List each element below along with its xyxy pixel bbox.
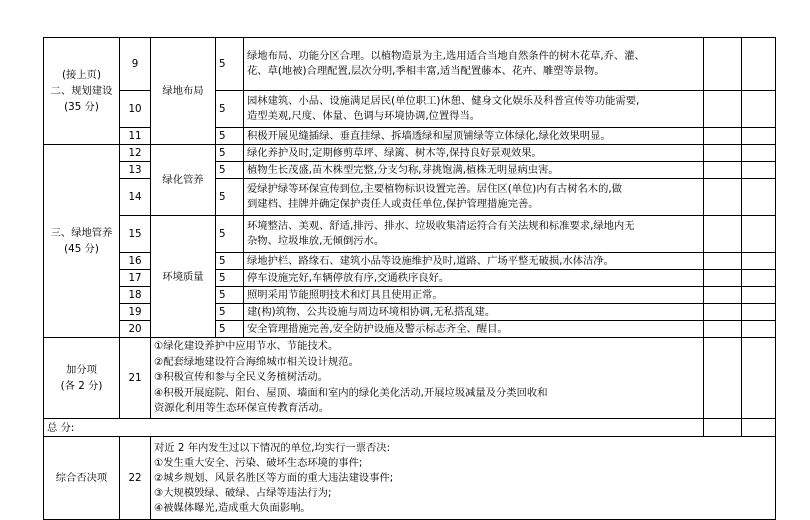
item-points: 5 — [216, 253, 244, 270]
item-description: 园林建筑、小品、设施满足居民(单位职工)休憩、健身文化娱乐及科普宣传等功能需要, 造型美观,尺度、体量、色调与环境协调,位置得当。 — [244, 91, 704, 128]
veto-label: 综合否决项 — [44, 437, 120, 520]
item-points: 5 — [216, 179, 244, 216]
bonus-description: ①绿化建设养护中应用节水、节能技术。 ②配套绿地建设符合海绵城市相关设计规范。 ③积极宣传和参与全民义务植树活动。 ④积极开展庭院、阳台、屋顶、墙面和室内的绿化美化活动,开展垃圾减量及分类回收和 资源化利用等生态环保宣传教育活动。 — [151, 338, 704, 419]
item-number: 13 — [120, 162, 151, 179]
category-label: 三、绿地管养 — [50, 227, 113, 239]
total-score-cell — [704, 419, 742, 437]
item-number: 15 — [120, 216, 151, 253]
item-description: 积极开展见缝插绿、垂直挂绿、拆墙透绿和屋顶铺绿等立体绿化,绿化效果明显。 — [244, 128, 704, 145]
item-description: 绿地布局、功能分区合理。以植物造景为主,选用适合当地自然条件的树木花草,乔、灌、 花、草(地被)合理配置,层次分明,季相丰富,适当配置藤本、花卉、雕塑等景物。 — [244, 38, 704, 91]
item-description: 建(构)筑物、公共设施与周边环境相协调,无私搭乱建。 — [244, 304, 704, 321]
category-label: (45 分) — [64, 243, 99, 255]
remark-cell — [742, 216, 776, 253]
remark-cell — [742, 253, 776, 270]
remark-cell — [742, 91, 776, 128]
item-number: 20 — [120, 321, 151, 338]
item-description: 环境整洁、美观、舒适,排污、排水、垃圾收集清运符合有关法规和标准要求,绿地内无 杂物、垃圾堆放,无倾倒污水。 — [244, 216, 704, 253]
remark-cell — [742, 128, 776, 145]
score-cell — [704, 216, 742, 253]
score-cell — [704, 304, 742, 321]
table-row — [44, 145, 776, 162]
category-label: (各 2 分) — [60, 380, 103, 392]
item-number: 18 — [120, 287, 151, 304]
item-description: 绿化养护及时,定期修剪草坪、绿篱、树木等,保持良好景观效果。 — [244, 145, 704, 162]
total-row — [44, 419, 776, 437]
remark-cell — [742, 304, 776, 321]
category-label: (35 分) — [64, 101, 99, 113]
item-points: 5 — [216, 145, 244, 162]
item-points: 5 — [216, 304, 244, 321]
item-number: 11 — [120, 128, 151, 145]
item-points: 5 — [216, 128, 244, 145]
category-label: 加分项 — [66, 364, 97, 376]
score-cell — [704, 145, 742, 162]
item-number: 16 — [120, 253, 151, 270]
item-points: 5 — [216, 321, 244, 338]
table-row — [44, 38, 776, 91]
item-number: 21 — [120, 338, 151, 419]
table-row — [44, 338, 776, 419]
remark-cell — [742, 321, 776, 338]
remark-cell — [742, 287, 776, 304]
item-number: 10 — [120, 91, 151, 128]
item-description: 绿地护栏、路缘石、建筑小品等设施维护及时,道路、广场平整无破损,水体洁净。 — [244, 253, 704, 270]
score-cell — [704, 321, 742, 338]
table-row — [44, 216, 776, 253]
remark-cell — [742, 270, 776, 287]
score-cell — [704, 162, 742, 179]
item-points: 5 — [216, 216, 244, 253]
subcategory-environment: 环境质量 — [151, 216, 216, 338]
subcategory-layout: 绿地布局 — [151, 38, 216, 145]
remark-cell — [742, 162, 776, 179]
category-label: (接上页) — [62, 69, 101, 81]
item-points: 5 — [216, 91, 244, 128]
item-points: 5 — [216, 162, 244, 179]
subcategory-care: 绿化管养 — [151, 145, 216, 216]
item-points: 5 — [216, 38, 244, 91]
score-cell — [704, 179, 742, 216]
category-label: 二、规划建设 — [50, 85, 113, 97]
item-description: 照明采用节能照明技术和灯具且使用正常。 — [244, 287, 704, 304]
remark-cell — [742, 419, 776, 437]
score-cell — [704, 338, 742, 419]
item-number: 19 — [120, 304, 151, 321]
category-cell-maintenance — [44, 145, 120, 338]
item-description: 植物生长茂盛,苗木株型完整,分支匀称,芽挑饱满,植株无明显病虫害。 — [244, 162, 704, 179]
item-number: 22 — [120, 437, 151, 520]
item-description: 安全管理措施完善,安全防护设施及警示标志齐全、醒目。 — [244, 321, 704, 338]
score-cell — [704, 38, 742, 91]
veto-description: 对近 2 年内发生过以下情况的单位,均实行一票否决: ①发生重大安全、污染、破坏生态环境的事件; ②城乡规划、风景名胜区等方面的重大违法建设事件; ③大规模毁绿、破绿、占绿等违法行为; ④被媒体曝光,造成重大负面影响。 — [151, 437, 776, 520]
veto-row — [44, 437, 776, 520]
item-number: 17 — [120, 270, 151, 287]
score-cell — [704, 128, 742, 145]
item-description: 停车设施完好,车辆停放有序,交通秩序良好。 — [244, 270, 704, 287]
scoring-table — [43, 37, 776, 520]
score-cell — [704, 287, 742, 304]
category-cell-planning — [44, 38, 120, 145]
remark-cell — [742, 38, 776, 91]
item-number: 14 — [120, 179, 151, 216]
score-cell — [704, 91, 742, 128]
item-description: 爱绿护绿等环保宣传到位,主要植物标识设置完善。居住区(单位)内有古树名木的,做 到建档、挂牌并确定保护责任人或责任单位,保护管理措施完善。 — [244, 179, 704, 216]
remark-cell — [742, 179, 776, 216]
item-number: 12 — [120, 145, 151, 162]
item-points: 5 — [216, 287, 244, 304]
remark-cell — [742, 145, 776, 162]
item-number: 9 — [120, 38, 151, 91]
score-cell — [704, 253, 742, 270]
item-points: 5 — [216, 270, 244, 287]
remark-cell — [742, 338, 776, 419]
score-cell — [704, 270, 742, 287]
total-label: 总 分: — [44, 419, 704, 437]
bonus-category-cell — [44, 338, 120, 419]
